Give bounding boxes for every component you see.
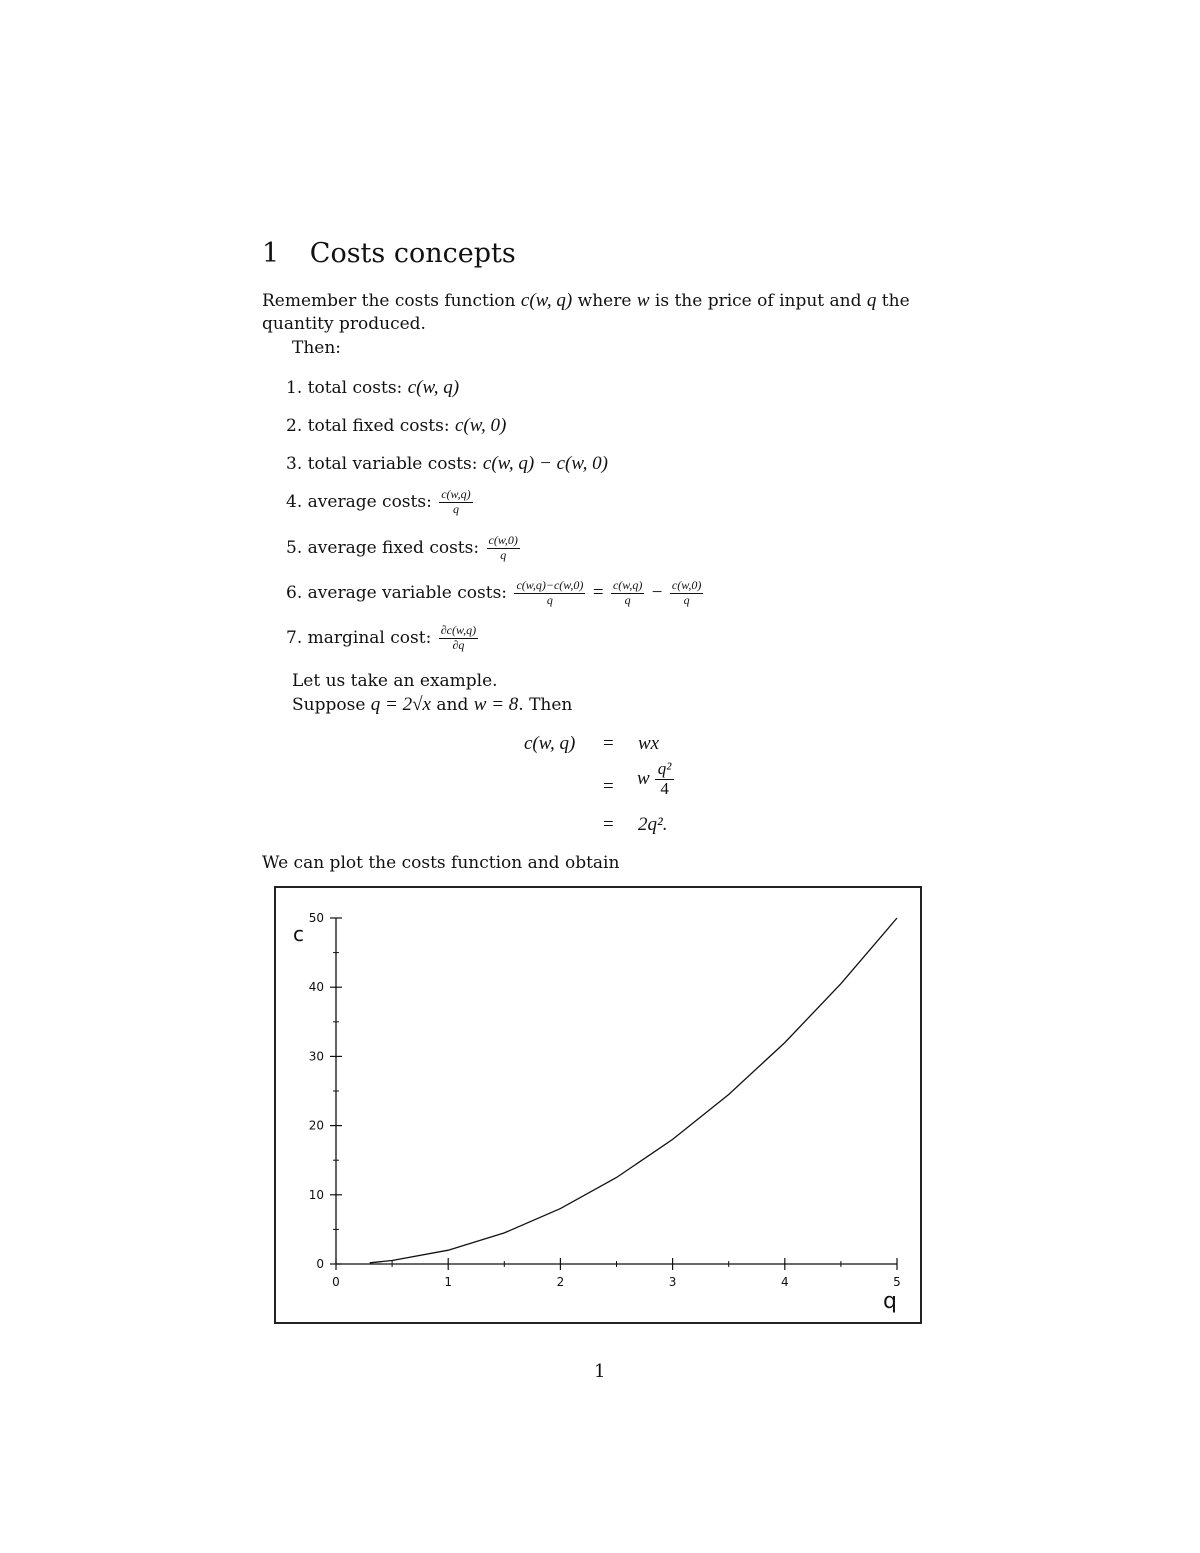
item-number: 5.: [286, 537, 303, 558]
intro-line-2: quantity produced.: [262, 314, 426, 334]
fraction-numerator: c(w,q): [441, 487, 471, 501]
y-tick-label: 0: [316, 1257, 324, 1271]
intro-text: is the price of input and: [649, 291, 867, 311]
list-item: [286, 534, 522, 563]
intro-text: where: [572, 291, 637, 311]
equals-sign: =: [592, 581, 604, 603]
item-expression: c(w, q): [407, 377, 460, 398]
chart-svg: [276, 888, 920, 1322]
fraction-denominator: q: [452, 501, 459, 516]
item-expression: c(w, q) − c(w, 0): [482, 453, 608, 474]
item-label: average variable costs:: [307, 582, 513, 603]
fraction-numerator: c(w,q)−c(w,0): [516, 578, 584, 592]
intro-text: Remember the costs function: [262, 291, 521, 311]
y-tick-label: 20: [308, 1118, 324, 1133]
equation-lhs: c(w, q): [524, 733, 576, 754]
example-text: . Then: [518, 695, 573, 715]
page-number: 1: [594, 1361, 606, 1382]
item-label: total costs:: [307, 378, 408, 398]
fraction: [439, 488, 472, 517]
w-value-math: w = 8: [473, 694, 519, 715]
x-tick-label: 3: [668, 1275, 677, 1289]
equals-sign: =: [603, 776, 614, 797]
item-label: average fixed costs:: [307, 537, 485, 558]
item-number: 4.: [286, 491, 303, 512]
x-tick-label: 0: [332, 1275, 340, 1289]
item-label: average costs:: [307, 491, 438, 512]
fraction: [487, 534, 520, 563]
item-number: 6.: [286, 582, 303, 603]
item-number: 7.: [286, 627, 303, 648]
section-heading: [262, 238, 516, 269]
fraction: [439, 624, 478, 653]
y-axis-label: c: [293, 922, 304, 946]
fraction: [514, 579, 585, 608]
intro-text: the: [876, 291, 910, 311]
w-math: w: [637, 768, 650, 790]
fraction: [655, 760, 675, 798]
fraction: [670, 579, 703, 608]
equals-sign: =: [603, 814, 614, 835]
fraction-numerator: c(w,q): [612, 578, 643, 592]
item-expression: c(w, 0): [454, 415, 507, 436]
fraction-denominator: ∂q: [452, 637, 465, 652]
item-number: 1.: [286, 378, 303, 398]
item-number: 2.: [286, 416, 303, 436]
equals-sign: =: [603, 733, 614, 754]
example-text: and: [430, 695, 474, 715]
item-label: total fixed costs:: [307, 416, 455, 436]
list-item: [286, 488, 475, 517]
fraction-numerator: c(w,0): [488, 533, 518, 547]
list-item: [286, 377, 459, 399]
list-item: [286, 624, 480, 653]
q-definition-math: q = 2√x: [370, 694, 431, 715]
cost-curve-line: [370, 918, 897, 1263]
equation-rhs-3: 2q².: [638, 814, 668, 835]
cost-function-math: c(w, q): [520, 290, 573, 311]
minus-sign: −: [651, 581, 663, 603]
fraction-denominator: 4: [660, 778, 669, 798]
q-math: q: [866, 290, 877, 311]
section-number: 1: [262, 238, 280, 269]
fraction-numerator: ∂c(w,q): [440, 623, 477, 637]
y-tick-label: 40: [308, 980, 324, 995]
y-tick-label: 10: [308, 1187, 324, 1202]
cost-function-chart: [274, 886, 922, 1324]
equation-rhs-1: wx: [638, 733, 660, 754]
plot-caption: We can plot the costs function and obtain: [262, 853, 620, 873]
fraction-denominator: q: [624, 592, 631, 607]
fraction-denominator: q: [500, 547, 507, 562]
list-item: [286, 579, 705, 608]
section-title: Costs concepts: [309, 238, 516, 269]
list-item: [286, 453, 608, 475]
example-line-2: [292, 694, 572, 716]
intro-line-1: [262, 290, 910, 312]
x-tick-label: 5: [893, 1275, 901, 1289]
item-label: marginal cost:: [307, 627, 437, 648]
x-tick-label: 1: [444, 1275, 453, 1289]
fraction-numerator: q²: [655, 760, 675, 780]
y-tick-label: 30: [308, 1049, 324, 1064]
fraction-denominator: q: [546, 592, 553, 607]
fraction-numerator: c(w,0): [671, 578, 702, 592]
item-label: total variable costs:: [307, 454, 483, 474]
example-line-1: Let us take an example.: [292, 671, 498, 691]
y-tick-label: 50: [308, 911, 324, 925]
list-item: [286, 415, 506, 437]
x-tick-label: 2: [556, 1275, 565, 1289]
w-math: w: [636, 290, 650, 311]
item-number: 3.: [286, 454, 303, 474]
x-axis-label: q: [883, 1289, 897, 1314]
equation-rhs-2: [637, 760, 674, 798]
x-tick-label: 4: [780, 1275, 789, 1289]
then-text: Then:: [292, 338, 342, 358]
fraction: [611, 579, 644, 608]
example-text: Suppose: [292, 695, 371, 715]
fraction-denominator: q: [683, 592, 690, 607]
